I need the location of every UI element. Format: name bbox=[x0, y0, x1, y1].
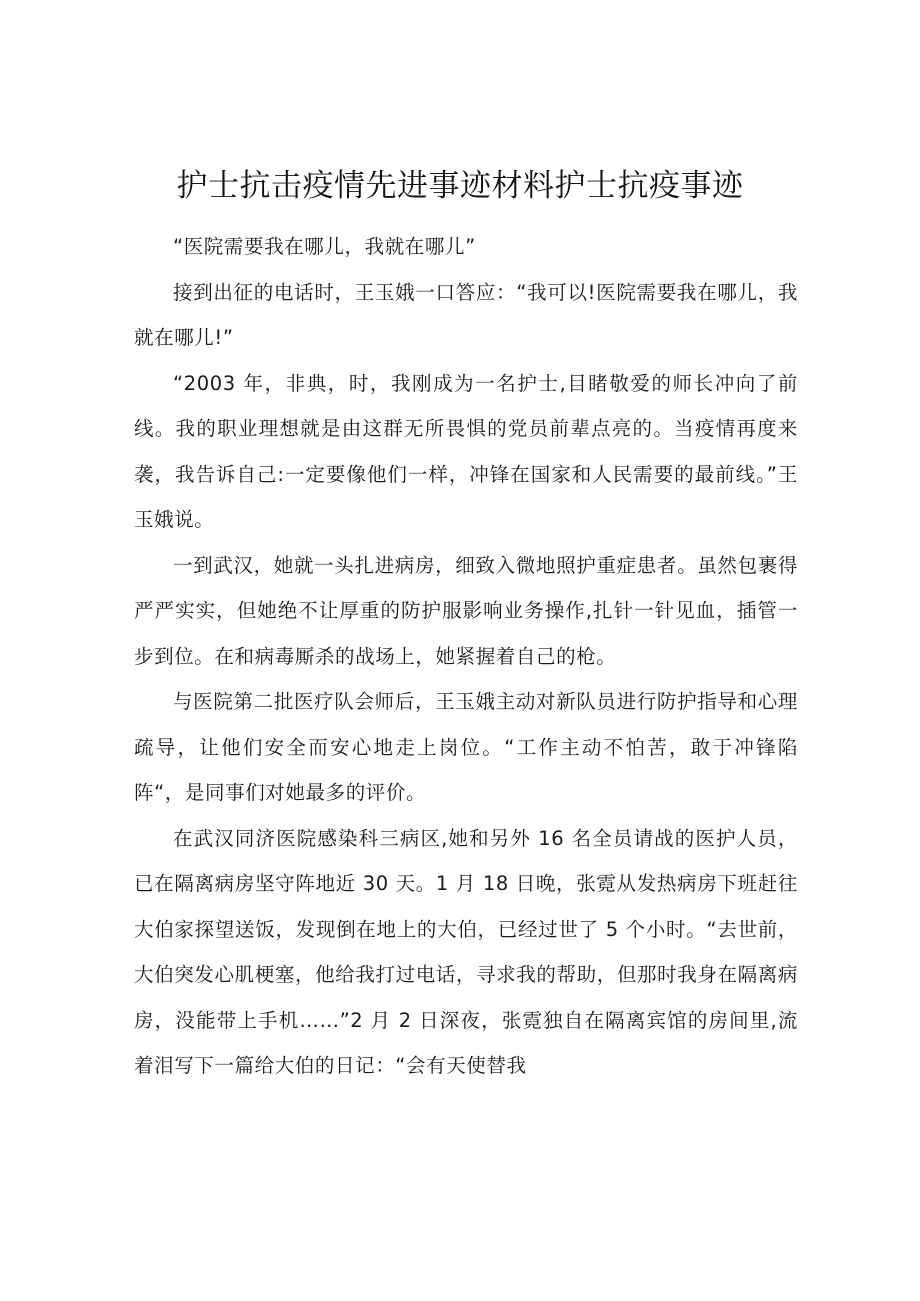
document-title: 护士抗击疫情先进事迹材料护士抗疫事迹 bbox=[176, 168, 744, 204]
paragraph-quote-heading: “医院需要我在哪儿，我就在哪儿” bbox=[173, 235, 476, 258]
paragraph: 与医院第二批医疗队会师后，王玉娥主动对新队员进行防护指导和心理疏导，让他们安全而安心地走上岗位。“工作主动不怕苦，敢于冲锋陷阵“，是同事们对她最多的评价。 bbox=[134, 690, 798, 804]
paragraph: “2003 年，非典，时，我刚成为一名护士,目睹敬爱的师长冲向了前线。我的职业理想就是由这群无所畏惧的党员前辈点亮的。当疫情再度来袭，我告诉自己:一定要像他们一样，冲锋在国家和人民需要的最前线。”王玉娥说。 bbox=[134, 371, 798, 531]
paragraph: 接到出征的电话时，王玉娥一口答应：“我可以!医院需要我在哪儿，我就在哪儿!” bbox=[134, 280, 798, 349]
paragraph: 一到武汉，她就一头扎进病房，细致入微地照护重症患者。虽然包裹得严严实实，但她绝不让厚重的防护服影响业务操作,扎针一针见血，插管一步到位。在和病毒厮杀的战场上，她紧握着自己的枪。 bbox=[134, 553, 798, 668]
document-body bbox=[134, 224, 798, 1089]
paragraph: 在武汉同济医院感染科三病区,她和另外 16 名全员请战的医护人员，已在隔离病房坚守阵地近 30 天。1 月 18 日晚，张霓从发热病房下班赶往大伯家探望送饭，发现倒在地上的大伯，已经过世了 5 个小时。“去世前，大伯突发心肌梗塞，他给我打过电话，寻求我的帮助，但那时我身在隔离病房，没能带上手机……”2 月 2 日深夜，张霓独自在隔离宾馆的房间里,流着泪写下一篇给大伯的日记：“会有天使替我 bbox=[134, 826, 798, 1077]
